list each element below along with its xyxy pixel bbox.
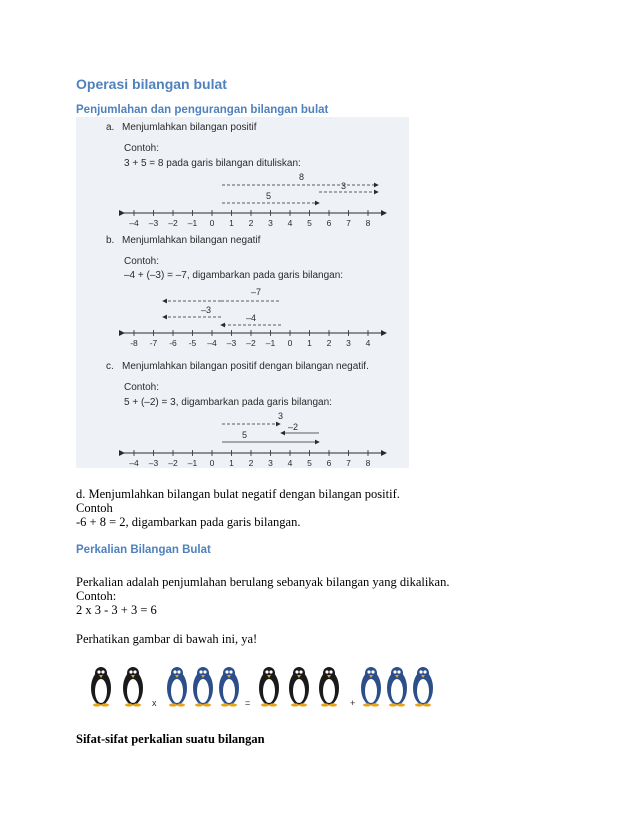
fig-b-heading: Menjumlahkan bilangan negatif — [122, 235, 261, 246]
fig-c-contoh: Contoh: — [124, 382, 160, 393]
para-mul-line2: Contoh: — [76, 589, 117, 603]
fig-a-tick-label: 5 — [307, 218, 312, 228]
penguin-blue-icon — [167, 667, 187, 707]
number-line-figure — [76, 117, 409, 468]
fig-c-label: c. — [106, 361, 114, 372]
fig-b-contoh: Contoh: — [124, 256, 160, 267]
fig-b-tick-label: 1 — [307, 338, 312, 348]
fig-a-label: a. — [106, 122, 115, 133]
fig-a-tick-label: –2 — [168, 218, 178, 228]
fig-b-arrow-1: –3 — [201, 305, 212, 315]
fig-a-equation: 3 + 5 = 8 pada garis bilangan dituliskan: — [124, 158, 301, 169]
penguin-black-icon — [91, 667, 111, 707]
fig-c-tick-label: 0 — [209, 458, 215, 468]
fig-c-tick-label: –4 — [129, 458, 139, 468]
fig-a-tick-label: 1 — [229, 218, 234, 228]
fig-a-arrow-total: 8 — [299, 172, 305, 182]
fig-b-tick-label: -6 — [169, 338, 177, 348]
fig-a-tick-label: –4 — [129, 218, 139, 228]
fig-a-arrow-2: 3 — [341, 181, 347, 191]
para-d-line2: Contoh — [76, 501, 113, 515]
fig-b-tick-label: –3 — [226, 338, 237, 348]
fig-b-tick-label: -7 — [149, 338, 158, 348]
fig-b-tick-label: -5 — [188, 338, 197, 348]
para-d-line1: d. Menjumlahkan bilangan bulat negatif dengan bilangan positif. — [76, 487, 400, 501]
fig-a-tick-label: 3 — [268, 218, 273, 228]
penguin-operator-op1: x — [152, 698, 157, 708]
fig-a-tick-label: 8 — [365, 218, 371, 228]
fig-a-tick-label: 7 — [346, 218, 351, 228]
fig-b-label: b. — [106, 235, 115, 246]
penguin-black-icon — [123, 667, 143, 707]
penguin-black-icon — [319, 667, 339, 707]
penguin-blue-icon — [413, 667, 433, 707]
fig-c-arrow-2: –2 — [288, 422, 299, 432]
fig-b-equation: –4 + (–3) = –7, digambarkan pada garis bilangan: — [124, 270, 344, 281]
fig-b-tick-label: 2 — [326, 338, 332, 348]
fig-b-tick-label: -8 — [130, 338, 138, 348]
para-d-line3: -6 + 8 = 2, digambarkan pada garis bilangan. — [76, 515, 301, 529]
fig-a-tick-label: 2 — [248, 218, 254, 228]
fig-a-tick-label: 6 — [326, 218, 332, 228]
fig-c-equation: 5 + (–2) = 3, digambarkan pada garis bilangan: — [124, 397, 332, 408]
fig-c-tick-label: –3 — [148, 458, 159, 468]
fig-c-tick-label: 5 — [307, 458, 312, 468]
fig-a-tick-label: –1 — [187, 218, 198, 228]
sifat-heading: Sifat-sifat perkalian suatu bilangan — [76, 732, 265, 746]
fig-c-tick-label: 6 — [326, 458, 332, 468]
fig-c-arrow-total: 3 — [278, 411, 284, 421]
fig-c-tick-label: 8 — [365, 458, 371, 468]
fig-b-arrow-2: –4 — [246, 313, 257, 323]
fig-a-arrow-1: 5 — [266, 191, 272, 201]
fig-b-tick-label: 4 — [365, 338, 371, 348]
fig-c-tick-label: –1 — [187, 458, 198, 468]
penguin-black-icon — [259, 667, 279, 707]
fig-b-tick-label: 0 — [287, 338, 293, 348]
page-title: Operasi bilangan bulat — [76, 76, 227, 92]
fig-b-tick-label: –4 — [207, 338, 217, 348]
penguin-illustration — [88, 660, 448, 710]
fig-a-tick-label: 4 — [287, 218, 293, 228]
penguin-blue-icon — [387, 667, 407, 707]
fig-c-heading: Menjumlahkan bilangan positif dengan bilangan negatif. — [122, 361, 369, 372]
para-mul-line3: 2 x 3 - 3 + 3 = 6 — [76, 603, 157, 617]
para-mul-line1: Perkalian adalah penjumlahan berulang sebanyak bilangan yang dikalikan. — [76, 575, 450, 589]
fig-c-tick-label: 2 — [248, 458, 254, 468]
fig-b-tick-label: –1 — [265, 338, 276, 348]
fig-c-tick-label: 3 — [268, 458, 273, 468]
fig-c-arrow-1: 5 — [242, 430, 248, 440]
penguin-blue-icon — [193, 667, 213, 707]
fig-a-tick-label: –3 — [148, 218, 159, 228]
fig-a-tick-label: 0 — [209, 218, 215, 228]
fig-a-heading: Menjumlahkan bilangan positif — [122, 122, 257, 133]
fig-c-tick-label: 1 — [229, 458, 234, 468]
penguin-blue-icon — [361, 667, 381, 707]
fig-c-tick-label: –2 — [168, 458, 178, 468]
section-heading-multiplication: Perkalian Bilangan Bulat — [76, 544, 211, 556]
penguin-operator-op3: + — [350, 698, 356, 708]
para-look: Perhatikan gambar di bawah ini, ya! — [76, 632, 258, 646]
fig-b-arrow-total: –7 — [251, 287, 262, 297]
fig-c-tick-label: 4 — [287, 458, 293, 468]
penguin-black-icon — [289, 667, 309, 707]
fig-a-contoh: Contoh: — [124, 143, 160, 154]
section-heading-addition: Penjumlahan dan pengurangan bilangan bulat — [76, 104, 329, 116]
penguin-blue-icon — [219, 667, 239, 707]
fig-b-tick-label: –2 — [246, 338, 256, 348]
penguin-operator-op2: = — [245, 698, 251, 708]
fig-b-tick-label: 3 — [346, 338, 351, 348]
fig-c-tick-label: 7 — [346, 458, 351, 468]
